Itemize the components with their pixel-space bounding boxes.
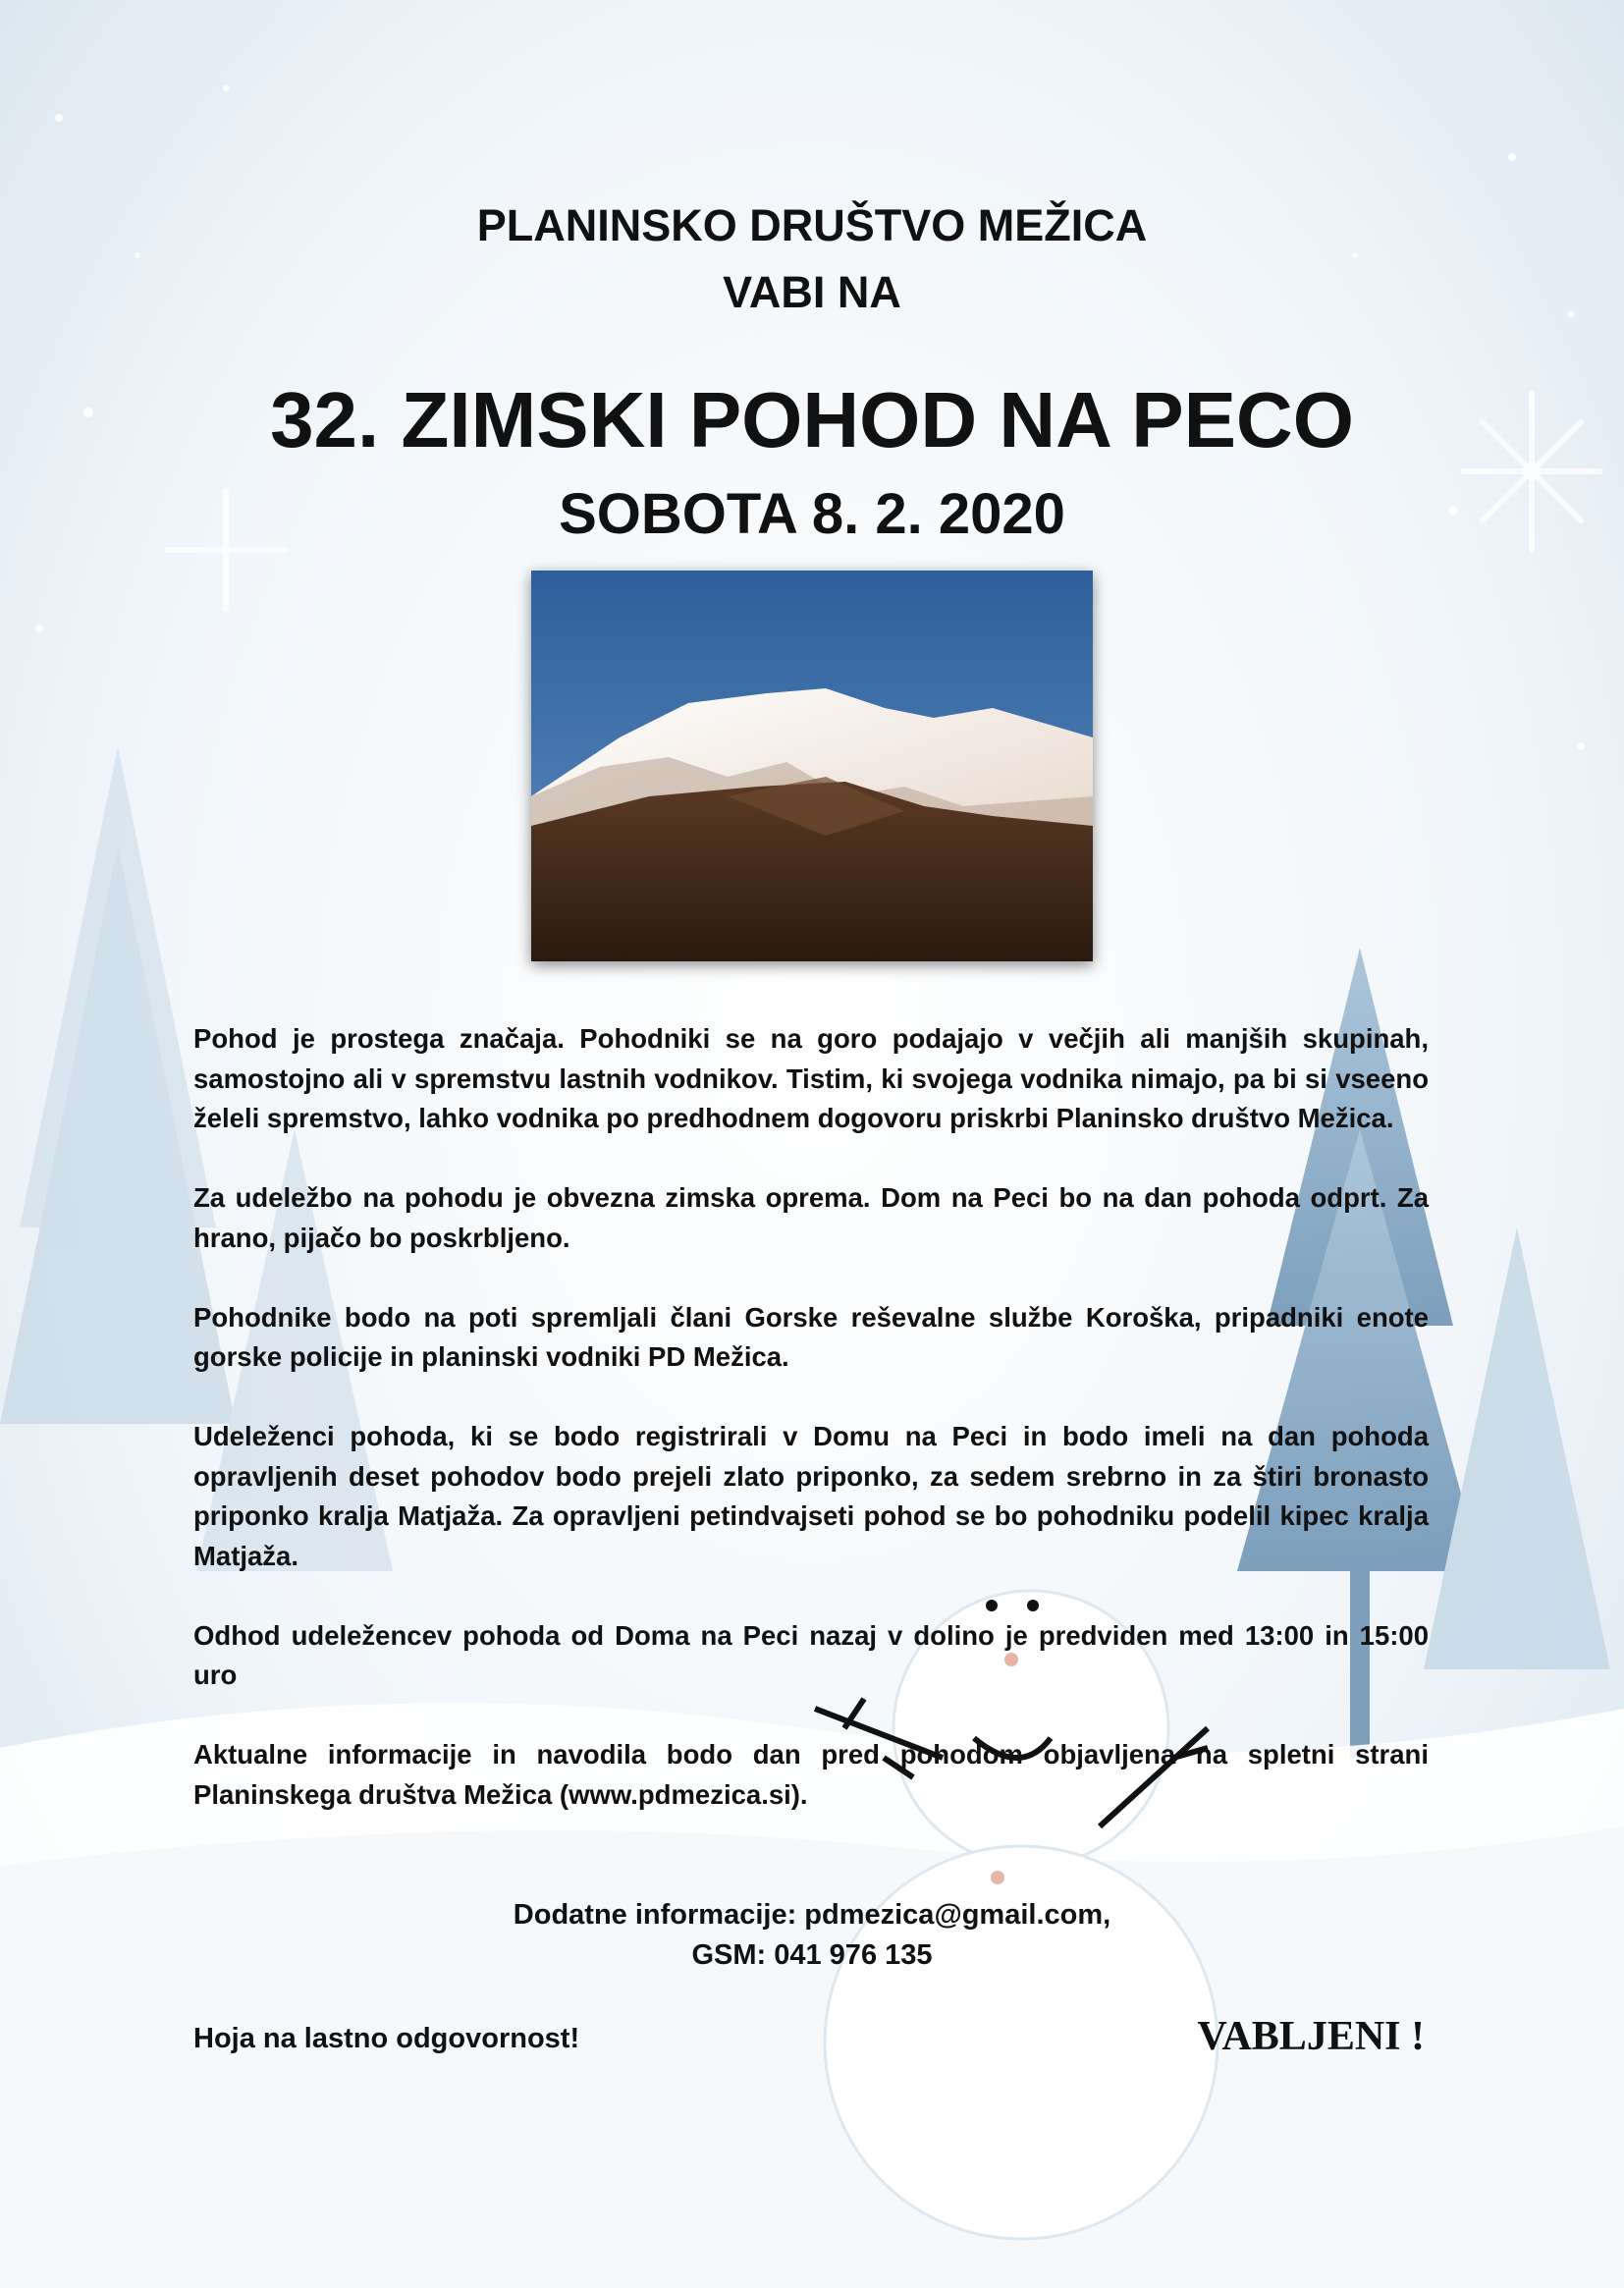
contact-info xyxy=(0,1895,1624,1976)
contact-phone-line: GSM: 041 976 135 xyxy=(691,1939,933,1971)
organization-name: PLANINSKO DRUŠTVO MEŽICA xyxy=(476,200,1148,250)
header xyxy=(0,192,1624,326)
paragraph: Za udeležbo na pohodu je obvezna zimska oprema. Dom na Peci bo na dan pohoda odprt. Za hrano, pijačo bo poskrbljeno. xyxy=(193,1182,1429,1253)
paragraph: Odhod udeležencev pohoda od Doma na Peci nazaj v dolino je predviden med 13:00 in 15:00 uro xyxy=(193,1619,1429,1690)
contact-email-line: Dodatne informacije: pdmezica@gmail.com, xyxy=(513,1899,1111,1931)
body-text xyxy=(193,1019,1429,1855)
event-title: 32. ZIMSKI POHOD NA PECO xyxy=(270,376,1354,463)
paragraph: Pohodnike bodo na poti spremljali člani Gorske reševalne službe Koroška, pripadniki enote gorske policije in planinski vodniki PD Mežica. xyxy=(193,1301,1429,1372)
invites-line: VABI NA xyxy=(723,267,901,317)
mountain-photo xyxy=(531,571,1093,961)
event-date: SOBOTA 8. 2. 2020 xyxy=(559,482,1065,546)
paragraph: Pohod je prostega značaja. Pohodniki se na goro podajajo v večjih ali manjših skupinah, samostojno ali v spremstvu lastnih vodnikov. Tistim, ki svojega vodnika nimajo, pa bi si vseeno želeli spremstvo, lahko vodnika po predhodnem dogovoru priskrbi Planinsko društvo Mežica. xyxy=(193,1023,1429,1133)
paragraph: Udeleženci pohoda, ki se bodo registrirali v Domu na Peci in bodo imeli na dan pohoda opravljenih deset pohodov bodo prejeli zlato priponko, za sedem srebrno in za štiri bronasto priponko kralja Matjaža. Za opravljeni petindvajseti pohod se bo pohodniku podelil kipec kralja Matjaža. xyxy=(193,1421,1429,1571)
invitation-text: VABLJENI ! xyxy=(1197,2014,1425,2059)
paragraph: Aktualne informacije in navodila bodo dan pred pohodom objavljena na spletni strani Planinskega društva Mežica (www.pdmezica.si). xyxy=(193,1739,1429,1810)
responsibility-note: Hoja na lastno odgovornost! xyxy=(193,2023,580,2054)
